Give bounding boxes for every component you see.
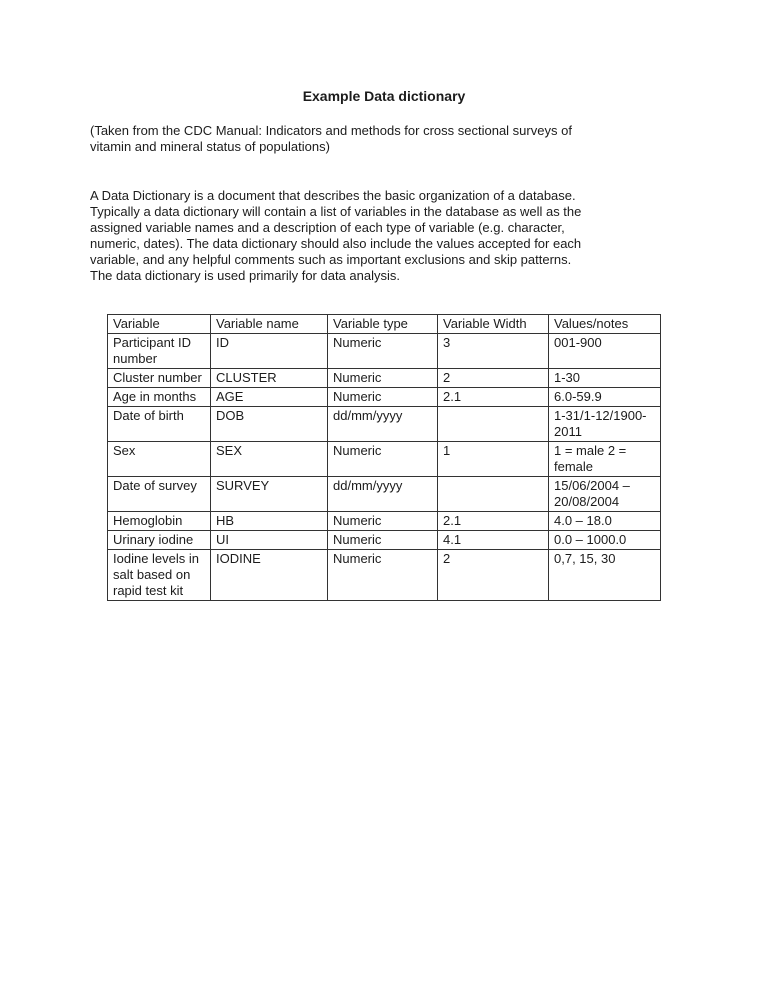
table-cell: CLUSTER (211, 369, 328, 388)
table-row (108, 334, 661, 369)
intro-line: variable, and any helpful comments such as important exclusions and skip patterns. (90, 252, 572, 267)
table-row (108, 550, 661, 601)
table-row (108, 369, 661, 388)
table-cell: AGE (211, 388, 328, 407)
table-header-row (108, 315, 661, 334)
column-header-variable-type: Variable type (328, 315, 438, 334)
intro-paragraph (90, 188, 678, 284)
table-header (108, 315, 661, 334)
column-header-values-notes: Values/notes (549, 315, 661, 334)
page-title: Example Data dictionary (302, 88, 466, 104)
source-note-line: vitamin and mineral status of populations) (90, 139, 330, 154)
table-cell: Date of birth (108, 407, 211, 442)
table-cell: 15/06/2004 – 20/08/2004 (549, 477, 661, 512)
table-cell: Participant ID number (108, 334, 211, 369)
table-cell: dd/mm/yyyy (328, 477, 438, 512)
table-cell: Numeric (328, 531, 438, 550)
table-row (108, 531, 661, 550)
table-row (108, 407, 661, 442)
source-note (90, 123, 678, 155)
intro-line: assigned variable names and a description of each type of variable (e.g. character, (90, 220, 565, 235)
table-cell: Age in months (108, 388, 211, 407)
table-cell: SEX (211, 442, 328, 477)
intro-line: numeric, dates). The data dictionary should also include the values accepted for each (90, 236, 582, 251)
table-cell: 3 (438, 334, 549, 369)
table-cell: IODINE (211, 550, 328, 601)
table-cell: Numeric (328, 442, 438, 477)
table-cell: 0.0 – 1000.0 (549, 531, 661, 550)
table-cell: Numeric (328, 550, 438, 601)
table-cell: 1-30 (549, 369, 661, 388)
table-cell: ID (211, 334, 328, 369)
table-cell (438, 477, 549, 512)
column-header-variable-width: Variable Width (438, 315, 549, 334)
intro-line: The data dictionary is used primarily for data analysis. (90, 268, 400, 283)
source-note-line: (Taken from the CDC Manual: Indicators and methods for cross sectional surveys of (90, 123, 572, 138)
table-row (108, 477, 661, 512)
table-cell: 2.1 (438, 512, 549, 531)
table-cell: 2 (438, 550, 549, 601)
table-cell: Numeric (328, 334, 438, 369)
table-cell: Numeric (328, 369, 438, 388)
table-cell: 1-31/1-12/1900-2011 (549, 407, 661, 442)
table-cell: Cluster number (108, 369, 211, 388)
table-cell: 001-900 (549, 334, 661, 369)
table-cell: Date of survey (108, 477, 211, 512)
table-cell: Numeric (328, 512, 438, 531)
intro-line: Typically a data dictionary will contain a list of variables in the database as well as the (90, 204, 582, 219)
table-cell: Iodine levels in salt based on rapid test kit (108, 550, 211, 601)
table-cell: HB (211, 512, 328, 531)
table-cell: Sex (108, 442, 211, 477)
table-cell: Urinary iodine (108, 531, 211, 550)
table-cell: Numeric (328, 388, 438, 407)
table-cell: 0,7, 15, 30 (549, 550, 661, 601)
table-cell: dd/mm/yyyy (328, 407, 438, 442)
table-cell: 4.1 (438, 531, 549, 550)
table-cell: 6.0-59.9 (549, 388, 661, 407)
table-cell: 4.0 – 18.0 (549, 512, 661, 531)
table-cell: UI (211, 531, 328, 550)
table-cell: 1 = male 2 = female (549, 442, 661, 477)
table-cell: Hemoglobin (108, 512, 211, 531)
column-header-variable: Variable (108, 315, 211, 334)
intro-line: A Data Dictionary is a document that describes the basic organization of a database. (90, 188, 576, 203)
data-dictionary-table (107, 314, 661, 601)
table-row (108, 512, 661, 531)
table-cell: 1 (438, 442, 549, 477)
table-row (108, 388, 661, 407)
table-body (108, 334, 661, 601)
table-cell: SURVEY (211, 477, 328, 512)
table-cell (438, 407, 549, 442)
table-cell: 2 (438, 369, 549, 388)
table-cell: 2.1 (438, 388, 549, 407)
table-cell: DOB (211, 407, 328, 442)
table-row (108, 442, 661, 477)
column-header-variable-name: Variable name (211, 315, 328, 334)
